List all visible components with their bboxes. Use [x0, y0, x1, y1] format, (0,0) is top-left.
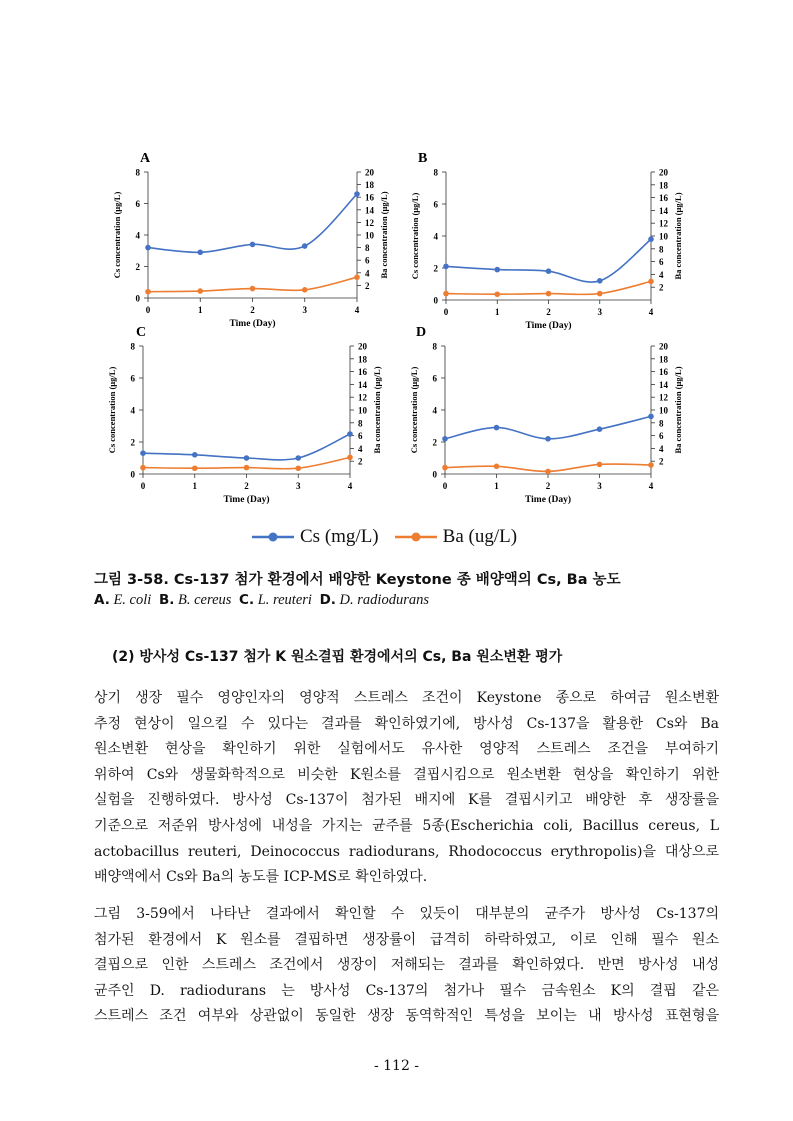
panel-d-y2-label: Ba concentration (µg/L): [673, 366, 683, 454]
panel-c-y-tick-label: 4: [130, 405, 135, 416]
panel-d-y-label: Cs concentration (µg/L): [409, 366, 419, 454]
figure-3-58: [0, 0, 793, 560]
panel-b-point-ba: [597, 291, 603, 297]
panel-a-y-tick-label: 8: [135, 167, 140, 178]
panel-b-y2-tick-label: 10: [659, 231, 668, 242]
panel-a-x-tick-label: 0: [145, 305, 151, 315]
panel-d-y2-tick-label: 20: [659, 341, 668, 352]
paragraph-2: [94, 902, 719, 1030]
panel-b-point-ba: [546, 291, 552, 297]
panel-c-y-label: Cs concentration (µg/L): [107, 366, 117, 454]
panel-a-y2-tick-label: 4: [365, 268, 370, 279]
panel-d-y-tick-label: 4: [432, 405, 437, 416]
panel-a-y-tick-label: 0: [135, 293, 140, 304]
panel-d-point-cs: [442, 436, 448, 442]
panel-b-y2-label: Ba concentration (µg/L): [673, 192, 683, 280]
paragraph-line: 추정 현상이 일으킬 수 있다는 결과를 확인하였기에, 방사성 Cs-137을 활용한 Cs와 Ba: [94, 715, 719, 732]
panel-d-point-cs: [648, 414, 654, 420]
panel-c-y-tick-label: 0: [130, 469, 135, 480]
panel-b-y2-tick-label: 18: [659, 180, 668, 191]
panel-b-x-tick-label: 4: [648, 307, 654, 317]
panel-a-y-tick-label: 2: [135, 262, 140, 272]
section-heading: (2) 방사성 Cs-137 첨가 K 원소결핍 환경에서의 Cs, Ba 원소변환 평가: [112, 649, 563, 665]
panel-c-y2-tick-label: 20: [358, 341, 367, 352]
panel-b-point-cs: [648, 236, 654, 242]
panel-c-y-tick-label: 2: [130, 437, 135, 448]
legend-label-ba: Ba (ug/L): [442, 526, 518, 547]
panel-a-y2-tick-label: 16: [365, 192, 374, 203]
panel-b-point-ba: [494, 291, 500, 297]
panel-a-point-cs: [302, 243, 308, 249]
paragraph-line: 기준으로 저준위 방사성에 내성을 가지는 균주를 5종(Escherichia coli, Bacillus cereus, L: [94, 817, 719, 834]
panel-c-point-ba: [140, 465, 146, 471]
panel-d-point-ba: [494, 464, 500, 470]
caption-letter-a: A.: [94, 592, 110, 608]
panel-c-label: C: [136, 325, 147, 340]
panel-b-point-ba: [443, 291, 449, 297]
panel-d-y2-tick-label: 14: [659, 379, 668, 390]
panel-d-y-tick-label: 0: [432, 469, 437, 480]
paragraph-line: 원소변환 현상을 확인하기 위한 실험에서도 유사한 영양적 스트레스 조건을 부여하기: [94, 741, 719, 758]
panel-c-point-ba: [347, 455, 353, 461]
panel-c-y2-tick-label: 6: [358, 431, 363, 442]
caption-species-b: B. cereus: [177, 592, 232, 608]
legend-item-cs: [250, 526, 379, 548]
panel-a-y-label: Cs concentration (µg/L): [112, 191, 122, 279]
panel-d-y2-tick-label: 4: [659, 443, 664, 454]
panel-c-y2-tick-label: 14: [358, 379, 367, 390]
panel-b-point-cs: [546, 268, 552, 274]
panel-c-x-label: Time (Day): [223, 495, 270, 505]
paragraph-line: 배양액에서 Cs와 Ba의 농도를 ICP-MS로 확인하였다.: [94, 869, 428, 886]
panel-b-x-tick-label: 2: [546, 307, 551, 317]
panel-b-x-tick-label: 1: [495, 307, 500, 317]
paragraph-line: 위하여 Cs와 생물화학적으로 비슷한 K원소를 결핍시킴으로 원소변환 현상을 확인하기 위한: [94, 766, 719, 783]
panel-c-y2-label: Ba concentration (µg/L): [372, 366, 382, 454]
panel-c-point-cs: [244, 455, 250, 461]
paragraph-line: 그림 3-59에서 나타난 결과에서 확인할 수 있듯이 대부분의 균주가 방사성 Cs-137의: [94, 906, 719, 922]
panel-d-y2-tick-label: 8: [659, 418, 664, 429]
panel-d-y2-tick-label: 10: [659, 405, 668, 416]
panel-a-x-tick-label: 4: [354, 305, 360, 315]
panel-d-y2-tick-label: 12: [659, 392, 668, 403]
panel-d-point-ba: [648, 462, 654, 468]
panel-b-x-tick-label: 3: [597, 307, 602, 317]
panel-d-point-ba: [545, 469, 551, 475]
panel-b-point-ba: [648, 279, 654, 285]
legend-label-cs: Cs (mg/L): [300, 526, 379, 547]
panel-a-y2-tick-label: 6: [365, 255, 370, 266]
panel-c-x-tick-label: 0: [140, 481, 146, 491]
panel-c-point-ba: [192, 465, 198, 471]
panel-d-y2-tick-label: 18: [659, 354, 668, 365]
panel-b-point-cs: [443, 264, 449, 270]
caption-letter-c: C.: [239, 592, 255, 608]
panel-c-y2-tick-label: 4: [358, 443, 363, 454]
panel-c-y2-tick-label: 10: [358, 405, 367, 416]
chart-legend: [250, 526, 531, 548]
panel-d-x-tick-label: 3: [597, 481, 602, 491]
panel-b-y2-tick-label: 2: [659, 282, 664, 293]
panel-b-y-tick-label: 8: [433, 167, 438, 178]
panel-d-y2-tick-label: 16: [659, 367, 668, 378]
panel-d-y-tick-label: 2: [432, 437, 437, 448]
paragraph-1: [94, 686, 719, 891]
panel-a-label: A: [140, 151, 151, 166]
panel-a-y2-tick-label: 14: [365, 205, 374, 216]
caption-letter-b: B.: [158, 592, 175, 608]
paragraph-line: 첨가된 환경에서 K 원소를 결핍하면 생장률이 급격히 하락하였고, 이로 인해 필수 원소: [94, 931, 719, 948]
panel-b-series-line-cs: [446, 239, 651, 282]
panel-b-point-cs: [597, 278, 603, 284]
panel-b-y2-tick-label: 8: [659, 244, 664, 255]
paragraph-line: 결핍으로 인한 스트레스 조건에서 생장이 저해되는 결과를 확인하였다. 반면 방사성 내성: [94, 957, 719, 974]
page-number: - 112 -: [373, 1058, 420, 1074]
panel-d-point-ba: [597, 462, 603, 468]
figure-caption: 그림 3-58. Cs-137 첨가 환경에서 배양한 Keystone 종 배양액의 Cs, Ba 농도: [94, 572, 621, 588]
paragraph-line: 상기 생장 필수 영양인자의 영양적 스트레스 조건이 Keystone 종으로 하여금 원소변환: [94, 690, 719, 706]
panel-c-x-tick-label: 2: [244, 481, 249, 491]
panel-d-x-tick-label: 4: [648, 481, 654, 491]
panel-a-point-cs: [197, 250, 203, 256]
panel-a-point-cs: [145, 245, 151, 251]
panel-a-y2-tick-label: 8: [365, 243, 370, 254]
panel-c-point-ba: [244, 465, 250, 471]
panel-d-point-cs: [545, 436, 551, 442]
panel-a-point-ba: [250, 286, 256, 292]
panel-d-series-line-cs: [445, 416, 651, 438]
panel-c-y2-tick-label: 18: [358, 354, 367, 365]
panel-a-y-tick-label: 6: [135, 199, 140, 209]
panel-a-y2-tick-label: 10: [365, 230, 374, 241]
legend-item-ba: [393, 526, 517, 548]
panel-a-point-ba: [302, 287, 308, 293]
panel-c-y2-tick-label: 2: [358, 456, 363, 467]
panel-d-y2-tick-label: 2: [659, 456, 664, 467]
panel-b-y2-tick-label: 14: [659, 205, 668, 216]
panel-b-y2-tick-label: 4: [659, 269, 664, 280]
panel-a-y2-tick-label: 18: [365, 180, 374, 191]
panel-a-y2-tick-label: 20: [365, 167, 374, 178]
panel-b-y-label: Cs concentration (µg/L): [410, 192, 420, 280]
panel-a-y2-tick-label: 2: [365, 280, 370, 291]
panel-a-y2-tick-label: 12: [365, 217, 374, 228]
panel-a-x-tick-label: 2: [250, 305, 255, 315]
panel-a-x-label: Time (Day): [229, 319, 276, 329]
caption-species-c: L. reuteri: [257, 592, 312, 608]
panel-a-x-tick-label: 3: [302, 305, 307, 315]
panel-a-point-cs: [354, 191, 360, 197]
panel-c-point-cs: [140, 450, 146, 456]
panel-b-x-tick-label: 0: [443, 307, 449, 317]
panel-b-y2-tick-label: 16: [659, 193, 668, 204]
panel-a-y2-label: Ba concentration (µg/L): [379, 191, 389, 279]
panel-d-y2-tick-label: 6: [659, 431, 664, 442]
panel-d-y-tick-label: 8: [432, 341, 437, 352]
panel-a-point-ba: [145, 289, 151, 295]
panel-b-y-tick-label: 4: [433, 231, 438, 242]
panel-c-point-cs: [295, 455, 301, 461]
panel-b-y-tick-label: 6: [433, 199, 438, 210]
panel-a-y-tick-label: 4: [135, 230, 140, 241]
legend-marker-ba-icon: [393, 530, 439, 544]
panel-b-y2-tick-label: 6: [659, 257, 664, 268]
panel-d-x-label: Time (Day): [525, 495, 571, 505]
panel-b-y2-tick-label: 20: [659, 167, 668, 178]
panel-a-point-ba: [354, 274, 360, 280]
panel-c-x-tick-label: 1: [192, 481, 197, 491]
panel-d-point-cs: [494, 425, 500, 431]
panel-c-y2-tick-label: 16: [358, 367, 367, 378]
caption-species-d: D. radiodurans: [339, 592, 429, 608]
panel-b-x-label: Time (Day): [525, 321, 572, 331]
paragraph-line: 균주인 D. radiodurans 는 방사성 Cs-137의 첨가나 필수 금속원소 K의 결핍 같은: [94, 982, 719, 999]
panel-d-y-tick-label: 6: [432, 373, 437, 384]
panel-c-point-cs: [192, 452, 198, 458]
panel-d-point-cs: [597, 426, 603, 432]
panel-b-y-tick-label: 2: [433, 263, 438, 274]
panel-a-x-tick-label: 1: [198, 305, 203, 315]
panel-d-x-tick-label: 2: [545, 481, 551, 491]
legend-marker-cs-icon: [250, 530, 296, 544]
caption-species-a: E. coli: [113, 592, 152, 608]
panel-c-y-tick-label: 6: [130, 373, 135, 384]
panel-b-y2-tick-label: 12: [659, 218, 668, 229]
panel-c-y2-tick-label: 12: [358, 392, 367, 403]
panel-d-label: D: [416, 325, 427, 340]
panel-c-point-cs: [347, 431, 353, 437]
panel-c-y2-tick-label: 8: [358, 418, 363, 429]
paragraph-line: 스트레스 조건 여부와 상관없이 동일한 생장 동역학적인 특성을 보이는 내 방사성 표현형을: [94, 1008, 719, 1025]
figure-caption-panels: [94, 592, 433, 609]
panel-d-x-tick-label: 0: [442, 481, 448, 491]
paragraph-line: actobacillus reuteri, Deinococcus radiodurans, Rhodococcus erythropolis)을 대상으로: [94, 843, 719, 860]
panel-a-point-cs: [250, 242, 256, 248]
panel-a-point-ba: [197, 288, 203, 294]
panel-b-y-tick-label: 0: [433, 295, 438, 306]
caption-letter-d: D.: [319, 592, 336, 608]
panel-c-point-ba: [295, 465, 301, 471]
panel-c-x-tick-label: 4: [347, 481, 353, 491]
paragraph-line: 실험을 진행하였다. 방사성 Cs-137이 첨가된 배지에 K를 결핍시키고 배양한 후 생장률을: [94, 792, 719, 809]
panel-c-x-tick-label: 3: [296, 481, 301, 491]
panel-c-y-tick-label: 8: [130, 341, 135, 352]
panel-d-x-tick-label: 1: [494, 481, 499, 491]
panel-b-label: B: [418, 151, 428, 166]
panel-d-point-ba: [442, 465, 448, 471]
panel-b-point-cs: [494, 267, 500, 273]
